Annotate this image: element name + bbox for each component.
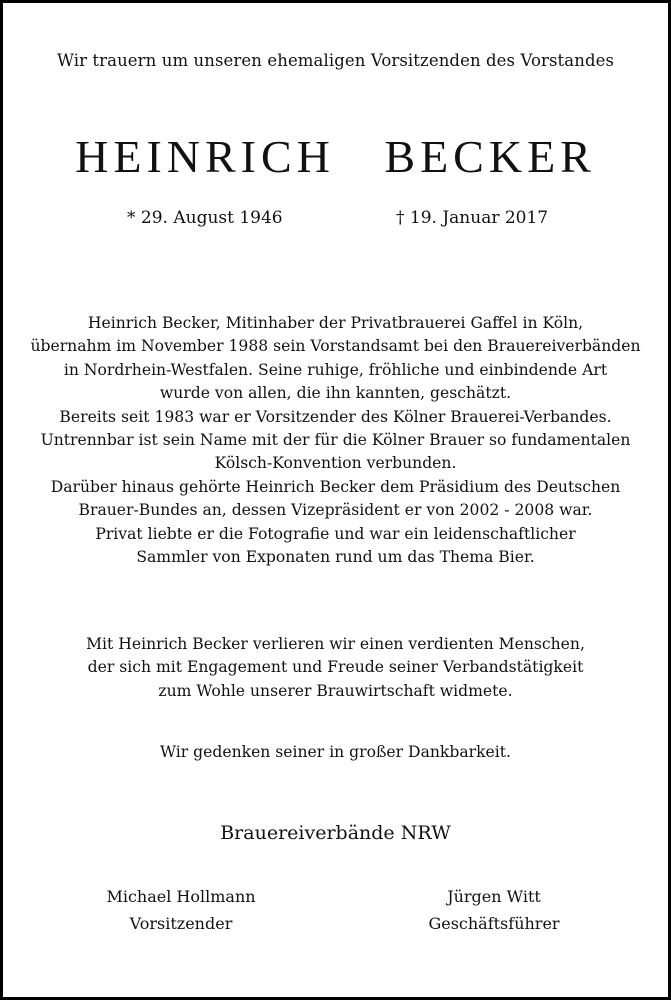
intro-line: Wir trauern um unseren ehemaligen Vorsitzenden des Vorstandes <box>56 51 615 70</box>
signatory-role: Geschäftsführer <box>428 914 560 933</box>
deceased-last-name: BECKER <box>384 131 596 182</box>
biography-line: Untrennbar ist sein Name mit der für die Kölner Brauer so fundamentalen <box>40 431 631 450</box>
closing-paragraph <box>3 633 668 703</box>
biography-line: Kölsch-Konvention verbunden. <box>214 454 457 473</box>
signatory-manager <box>384 883 604 937</box>
signatory-name: Jürgen Witt <box>447 887 541 906</box>
signatory-name: Michael Hollmann <box>106 887 256 906</box>
signatory-role: Vorsitzender <box>129 914 233 933</box>
closing-line: Mit Heinrich Becker verlieren wir einen verdienten Menschen, <box>86 635 585 653</box>
organization-name: Brauereiverbände NRW <box>220 822 451 844</box>
deceased-first-name: HEINRICH <box>75 131 335 182</box>
death-date: † 19. Januar 2017 <box>396 208 549 228</box>
biography-line: Privat liebte er die Fotografie und war ein leidenschaftlicher <box>95 524 576 543</box>
biography-line: Heinrich Becker, Mitinhaber der Privatbrauerei Gaffel in Köln, <box>87 314 584 332</box>
biography-line: in Nordrhein-Westfalen. Seine ruhige, fröhliche und einbindende Art <box>63 360 608 379</box>
deceased-name <box>3 127 668 187</box>
closing-line: der sich mit Engagement und Freude seiner Verbandstätigkeit <box>87 658 584 677</box>
biography-line: Bereits seit 1983 war er Vorsitzender des Kölner Brauerei-Verbandes. <box>59 407 612 426</box>
biography-line: Brauer-Bundes an, dessen Vizepräsident er von 2002 - 2008 war. <box>78 501 593 520</box>
remembrance-line: Wir gedenken seiner in großer Dankbarkeit. <box>160 743 511 761</box>
biography-line: übernahm im November 1988 sein Vorstandsamt bei den Brauereiverbänden <box>30 337 641 356</box>
biography-line: wurde von allen, die ihn kannten, geschätzt. <box>159 384 512 403</box>
biography-line: Sammler von Exponaten rund um das Thema Bier. <box>136 548 535 567</box>
biography-text <box>3 312 668 569</box>
closing-line: zum Wohle unserer Brauwirtschaft widmete. <box>158 681 513 700</box>
biography-line: Darüber hinaus gehörte Heinrich Becker dem Präsidium des Deutschen <box>50 477 621 496</box>
birth-date: * 29. August 1946 <box>127 208 283 228</box>
life-dates <box>3 205 668 231</box>
signatory-chairman <box>71 883 291 937</box>
